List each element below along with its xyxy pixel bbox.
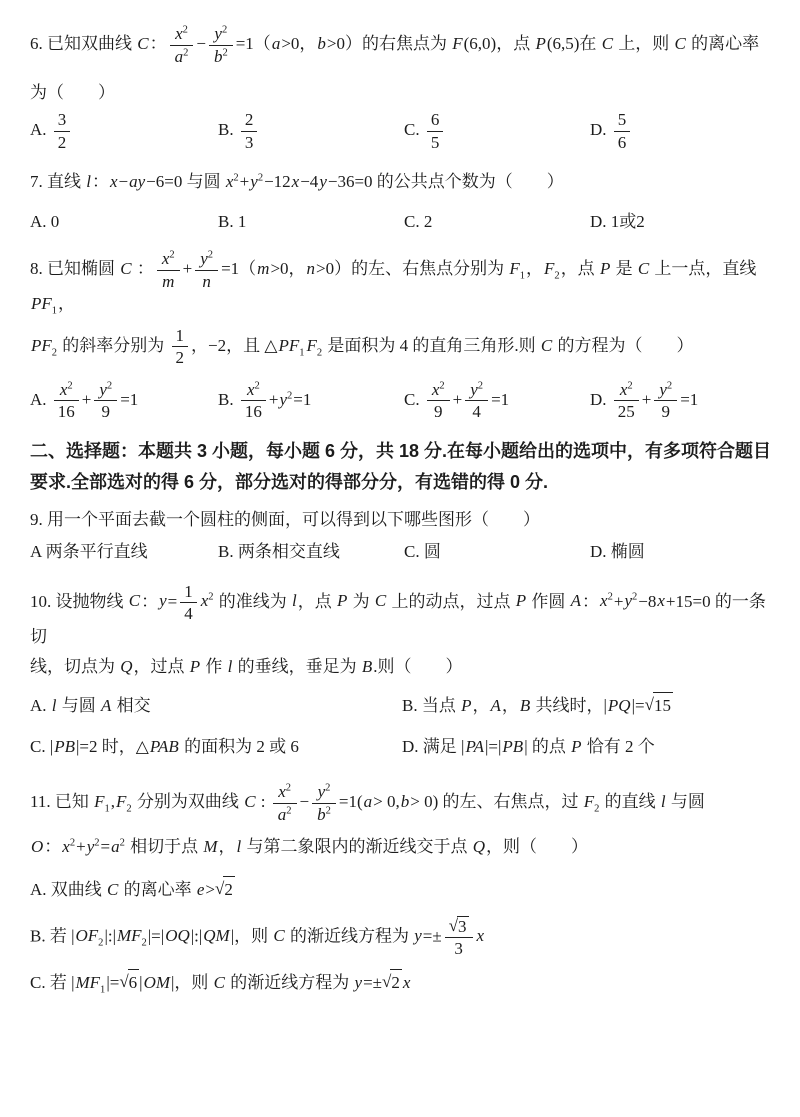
question-6-text-line-2: 为（ ） <box>30 83 115 103</box>
question-9-option-d: D. 椭圆 <box>590 542 645 562</box>
question-6-option-d: D. $\frac{5}{6}$ <box>590 110 774 152</box>
question-10-options-row-1 <box>30 692 774 719</box>
question-10-option-c: C. |PB|=2 时，△PAB 的面积为 2 或 6 <box>30 736 299 756</box>
question-11 <box>30 782 774 996</box>
question-9-option-b: B. 两条相交直线 <box>218 542 340 562</box>
question-6-options <box>30 110 774 152</box>
question-7-option-a: A. 0 <box>30 211 60 231</box>
section-2-header-line-2: 要求.全部选对的得 6 分，部分选对的得部分分，有选错的得 0 分. <box>30 472 549 493</box>
question-9-options <box>30 539 774 565</box>
question-8-options <box>30 380 774 422</box>
question-7-option-b: B. 1 <box>218 211 247 231</box>
section-2-header <box>30 436 774 499</box>
question-10-text-line-1: 10. 设抛物线 C：y= $\frac{1}{4}$ $x^2$ 的准线为 l，点 P 为 C 上的动点，过点 P 作圆 A：$x^2+y^2-8x+15=0$ 的一条切 <box>30 581 766 646</box>
question-7-option-c: C. 2 <box>404 211 433 231</box>
question-9-option-c: C. 圆 <box>404 542 441 562</box>
question-6-option-b: B. $\frac{2}{3}$ <box>218 110 404 152</box>
question-11-text-line-2: O：$x^2+y^2=a^2$ 相切于点 M，l 与第二象限内的渐近线交于点 Q，则（ ） <box>31 837 589 857</box>
question-10-option-d: D. 满足 |PA|=|PB| 的点 P 恰有 2 个 <box>402 736 655 756</box>
question-6-option-a: A. $\frac{3}{2}$ <box>30 110 218 152</box>
question-8-option-c: C. $\frac{x^2}{9}$ + $\frac{y^2}{4}$ =1 <box>404 379 510 422</box>
question-6 <box>30 24 774 153</box>
question-7-text-line-1: 7. 直线 l：x−ay−6=0 与圆 $x^2+y^2-12x-4y-36=0$ 的公共点个数为（ ） <box>30 171 564 191</box>
question-10-option-a: A. l 与圆 A 相交 <box>30 695 151 715</box>
question-10-options-row-2 <box>30 734 774 760</box>
question-6-option-c: C. $\frac{6}{5}$ <box>404 110 590 152</box>
question-9-option-a: A 两条平行直线 <box>30 542 148 562</box>
question-11-option-a: A. 双曲线 C 的离心率 e>√2 <box>30 876 774 903</box>
question-8-option-b: B. $\frac{x^2}{16}$ $+y^2=1$ <box>218 379 312 422</box>
question-7-option-d: D. 1或2 <box>590 211 645 231</box>
question-9 <box>30 507 774 566</box>
question-8-text-line-2: $PF_2$ 的斜率分别为 $\frac{1}{2}$ ，−2，且 $\triangle PF_1$ $F_2$ 是面积为 4 的直角三角形.则 C 的方程为（ ） <box>31 325 694 368</box>
question-9-text-line-1: 9. 用一个平面去截一个圆柱的侧面，可以得到以下哪些图形（ ） <box>30 509 540 529</box>
question-8 <box>30 249 774 422</box>
question-7 <box>30 169 774 236</box>
question-8-text-line-1: 8. 已知椭圆 C ： $\frac{x^2}{m}$ + $\frac{y^2}{n}$ =1（m>0，n>0）的左、右焦点分别为 $F_1$，$F_2$，点 P 是 C 上一点，直线 $PF_1$， <box>30 249 757 317</box>
question-10-text-line-2: 线，切点为 Q，过点 P 作 l 的垂线，垂足为 B.则（ ） <box>30 656 463 676</box>
question-10-option-b: B. 当点 P，A，B 共线时，|PQ|=√15 <box>402 692 774 719</box>
question-11-text-line-1: 11. 已知 $F_1,F_2$ 分别为双曲线 C : $\frac{x^2}{a^2}$ − $\frac{y^2}{b^2}$ =1(a> 0,b> 0) 的左、右焦点，过 $F_2$ 的直线 l 与圆 <box>30 782 705 824</box>
question-11-option-c: C. 若 $|MF_1|=√6$ |OM|，则 C 的渐近线方程为 y=±√2 x <box>30 969 774 996</box>
question-11-option-b: B. 若 $|OF_2|:|MF_2|=|OQ|:|QM|$，则 C 的渐近线方程为 y=± $\frac{√3}{3}$ x <box>30 915 485 959</box>
question-6-text-line-1: 6. 已知双曲线 C： $\frac{x^2}{a^2}$ − $\frac{y^2}{b^2}$ =1（a>0，b>0）的右焦点为 F(6,0)，点 P(6,5)在 C 上，则 C 的离心率 <box>30 24 760 66</box>
question-10 <box>30 582 774 760</box>
section-2-header-line-1: 二、选择题：本题共 3 小题，每小题 6 分，共 18 分.在每小题给出的选项中，有多项符合题目 <box>30 440 772 461</box>
question-8-option-d: D. $\frac{x^2}{25}$ + $\frac{y^2}{9}$ =1 <box>590 379 699 422</box>
question-8-option-a: A. $\frac{x^2}{16}$ + $\frac{y^2}{9}$ =1 <box>30 379 139 422</box>
question-7-options <box>30 209 774 235</box>
